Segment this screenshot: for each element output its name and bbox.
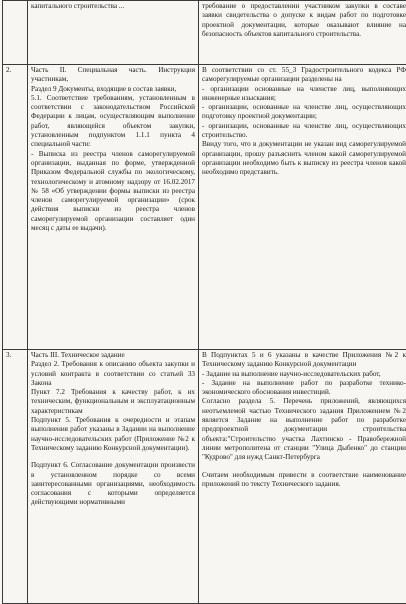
table-row <box>3 65 406 350</box>
paragraph: Пункт 7.2 Требования к качеству работ, к их техническим, функциональным и эксплуатационным характеристикам <box>31 388 195 416</box>
table-row <box>3 1 406 65</box>
paragraph: В соответствии со ст. 55_3 Градостроительного кодекса РФ саморегулируемые организации разделены на <box>202 66 406 85</box>
spacer <box>202 463 406 471</box>
paragraph: - Задание на выполнение научно-исследовательских работ, <box>202 370 406 379</box>
section-reference <box>28 65 199 350</box>
paragraph: Часть III. Техническое задание <box>31 351 195 360</box>
question-text <box>199 350 406 604</box>
row-number: 2. <box>3 65 28 350</box>
paragraph: В Подпунктах 5 и 6 указаны в качестве Приложения №2 к Техническому заданию Конкурсной документации <box>202 351 406 370</box>
question-text <box>199 65 406 350</box>
paragraph: - организации, основанные на членстве лиц, осуществляющих строительство. <box>202 122 406 141</box>
paragraph: Подпункт 6. Согласование документации произвести в установленном порядке со всеми заинтересованными организациями, необходимость согласования с которыми определяется действующими нормативными <box>31 461 195 507</box>
paragraph: - организации основанные на членстве лиц, выполняющих инженерные изыскания; <box>202 85 406 104</box>
paragraph: - организации, основанные на членстве лиц, осуществляющих подготовку проектной документации; <box>202 103 406 122</box>
table-row <box>3 350 406 604</box>
paragraph: Раздел 2. Требования к описанию объекта закупки и условий контракта в соответствии со статьей 33 Закона <box>31 360 195 388</box>
paragraph: Часть II. Специальная часть. Инструкция участникам, <box>31 66 195 85</box>
section-reference <box>28 350 199 604</box>
row-number: 3. <box>3 350 28 604</box>
row-number <box>3 1 28 65</box>
paragraph: Подпункт 5. Требования к очередности и этапам выполнения работ указаны в Задании на выполнение научно-исследовательских работ (Приложение №2 к Техническому заданию Конкурсной документации). <box>31 416 195 453</box>
questions-table <box>2 0 406 604</box>
paragraph: Ввиду того, что в документации не указан вид саморегулируемой организации, прошу разъяснить членом какой саморегулируемой организации необходимо быть к выписку из реестра членов какой необходимо представить. <box>202 140 406 177</box>
paragraph: Считаем необходимым привести в соответствие наименование приложений по тексту Технического задания. <box>202 471 406 490</box>
paragraph: Раздел 9 Документы, входящие в состав заявки, <box>31 85 195 94</box>
section-reference: капитального строительства ... <box>28 1 199 65</box>
paragraph: - Выписка из реестра членов саморегулируемой организации, выданная по форме, утвержденной Приказом Федеральной службы по экологическому, технологическому и атомному надзору от 16.02.2017 № 58 «Об утверждении формы выписки из реестра членов саморегулируемой организации» (срок действия выписки из реестра членов саморегулируемой организации составляет один месяц с даты ее выдачи). <box>31 150 195 234</box>
spacer <box>31 453 195 461</box>
paragraph: - Задание на выполнение работ по разработке технико-экономического обоснования инвестиций. <box>202 379 406 398</box>
paragraph: 5.1. Соответствие требованиям, установленным в соответствии с законодательством Российской Федерации к лицам, осуществляющим выполнение работ, являющейся объектом закупки, установленным подпунктом 1.1.1 пункта 4 специальной части: <box>31 94 195 150</box>
paragraph: Согласно раздела 5. Перечень приложений, являющихся неотъемлемой частью Технического задания Приложением №2 является Задание на выполнение работ по разработке предпроектной документации строительства объекта:"Строительство участка Лахтинско - Правобережной линии метрополитена от станции "Улица Дыбенко" до станции "Кудрово" для нужд Санкт-Петербурга <box>202 397 406 462</box>
question-text: требование о предоставлении участником закупки в составе заявки свидетельства о допуске к видам работ по подготовке проектной документации, которые оказывают влияние на безопасность объектов капитального строительства. <box>199 1 406 65</box>
